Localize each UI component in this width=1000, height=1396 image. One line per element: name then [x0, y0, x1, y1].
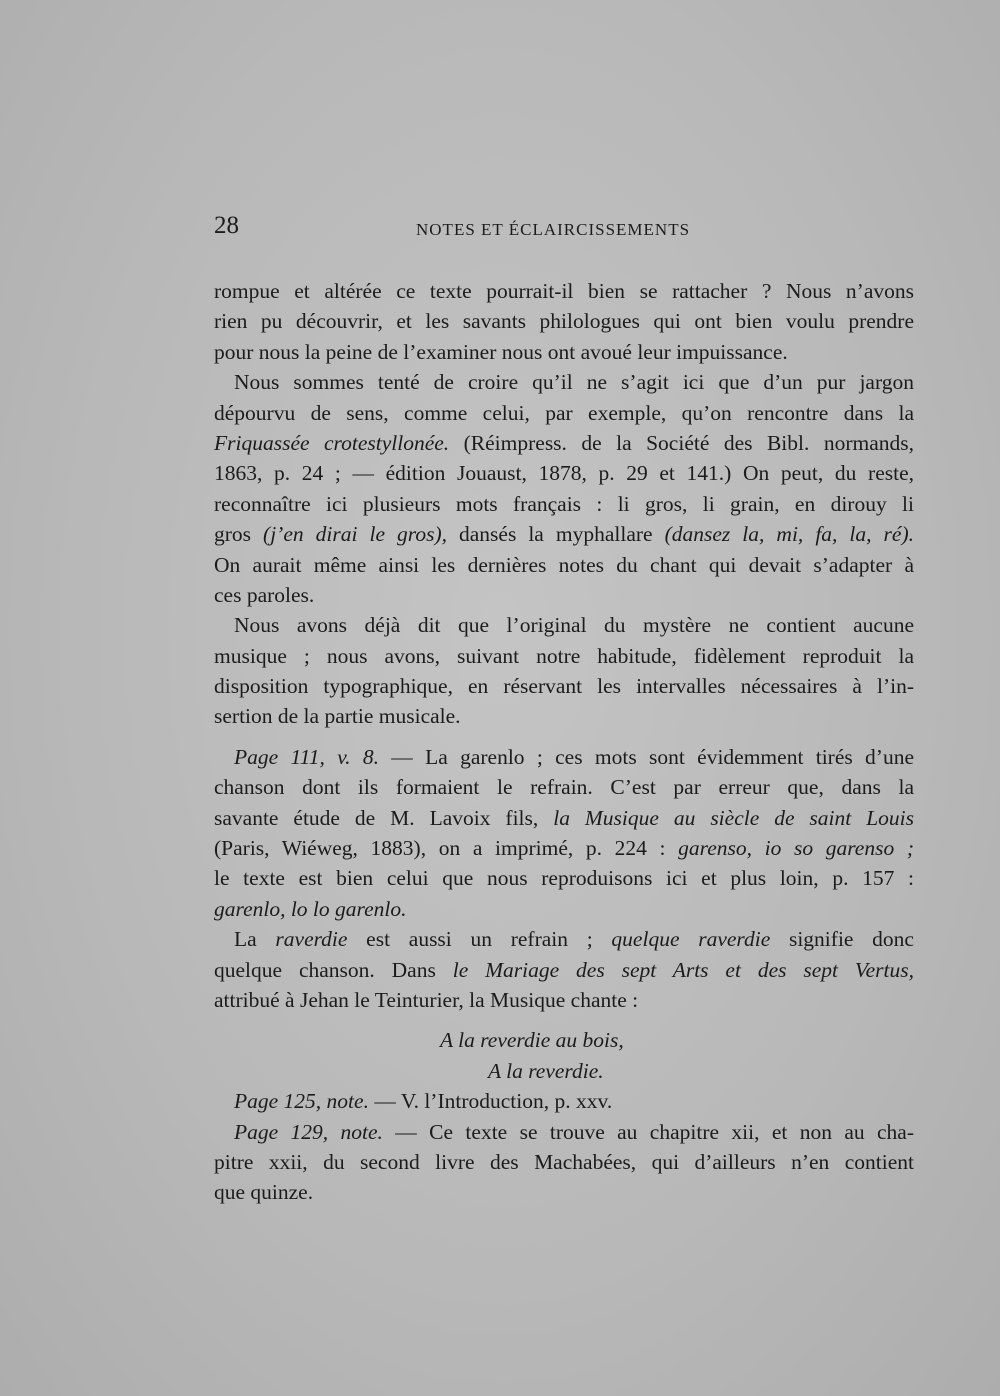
text-span: quelque chanson. Dans [214, 957, 453, 982]
verse-line [214, 1025, 914, 1055]
text-line: chanson dont ils formaient le refrain. C’est par erreur que, dans la [214, 775, 914, 800]
text-span: — V. l’Introduction, p. xxv. [368, 1089, 613, 1114]
page-number: 28 [214, 212, 239, 239]
italic-title: le Mariage des sept Arts et des sept Vertus, [452, 957, 914, 982]
italic-span: garenso, io so garenso ; [678, 836, 915, 861]
italic-title: la Musique au siècle de saint Louis [553, 805, 914, 830]
text-line: dépourvu de sens, comme celui, par exemple, qu’on rencontre dans la [214, 400, 914, 425]
text-line: rompue et altérée ce texte pourrait-il bien se rattacher ? Nous n’avons [214, 279, 914, 303]
text-line: pour nous la peine de l’examiner nous ont avoué leur impuissance. [214, 339, 788, 364]
text-line: ces paroles. [214, 582, 315, 607]
italic-span: raverdie [275, 927, 348, 952]
text-line: le texte est bien celui que nous reproduisons ici et plus loin, p. 157 : [214, 866, 914, 891]
text-line [214, 924, 914, 954]
text-line [214, 955, 914, 985]
italic-title: Friquassée crotestyllonée. [214, 430, 450, 455]
text-span: savante étude de M. Lavoix fils, [214, 805, 554, 830]
text-line [214, 894, 914, 924]
text-line: que quinze. [214, 1180, 314, 1205]
text-line: On aurait même ainsi les dernières notes du chant qui devait s’adapter à [214, 552, 914, 577]
page-header [214, 212, 914, 246]
text-line: rien pu découvrir, et les savants philologues qui ont bien voulu prendre [214, 309, 914, 334]
page-reference: Page 111, v. 8. [234, 744, 379, 769]
text-span: (Réimpress. de la Société des Bibl. normands, [449, 430, 914, 455]
text-span: La [234, 927, 276, 952]
italic-verse: A la reverdie. [488, 1058, 604, 1083]
text-line: 1863, p. 24 ; — édition Jouaust, 1878, p. 29 et 141.) On peut, du reste, [214, 461, 914, 486]
text-span: gros [214, 522, 264, 547]
text-span: — Ce texte se trouve au chapitre xii, et non au cha- [382, 1119, 914, 1144]
page-reference: Page 129, note. [234, 1119, 383, 1144]
page-reference: Page 125, note. [234, 1089, 369, 1114]
text-line [214, 428, 914, 458]
text-line [214, 1117, 914, 1147]
running-title: NOTES ET ÉCLAIRCISSEMENTS [416, 220, 691, 239]
italic-verse: A la reverdie au bois, [440, 1028, 624, 1053]
text-line: reconnaître ici plusieurs mots français : li gros, li grain, en dirouy li [214, 491, 914, 516]
text-line [214, 742, 914, 772]
paragraph-gap [214, 732, 914, 742]
text-line: pitre xxii, du second livre des Machabées, qui d’ailleurs n’en contient [214, 1149, 914, 1174]
text-span: — La garenlo ; ces mots sont évidemment tirés d’une [378, 744, 915, 769]
page-body [214, 276, 914, 1208]
text-line: musique ; nous avons, suivant notre habitude, fidèlement reproduit la [214, 643, 914, 668]
text-span: (Paris, Wiéweg, 1883), on a imprimé, p. 224 : [214, 836, 679, 861]
italic-span: (j’en dirai le gros), [263, 522, 447, 547]
verse-line [214, 1056, 914, 1086]
verse-gap [214, 1015, 914, 1025]
text-line [214, 1086, 914, 1116]
text-line [214, 519, 914, 549]
text-line: attribué à Jehan le Teinturier, la Musique chante : [214, 987, 639, 1012]
italic-span: (dansez la, mi, fa, la, ré). [664, 522, 914, 547]
text-span: dansés la myphallare [446, 522, 665, 547]
text-span: est aussi un refrain ; [347, 927, 612, 952]
text-line: sertion de la partie musicale. [214, 704, 461, 729]
italic-span: quelque raverdie [611, 927, 771, 952]
italic-span: garenlo, lo lo garenlo. [214, 896, 407, 921]
text-line: Nous sommes tenté de croire qu’il ne s’agit ici que d’un pur jargon [234, 370, 914, 395]
text-line: disposition typographique, en réservant les intervalles nécessaires à l’in- [214, 674, 914, 699]
text-line: Nous avons déjà dit que l’original du mystère ne contient aucune [234, 613, 914, 638]
text-line [214, 803, 914, 833]
text-line [214, 833, 914, 863]
text-span: signifie donc [770, 927, 914, 952]
